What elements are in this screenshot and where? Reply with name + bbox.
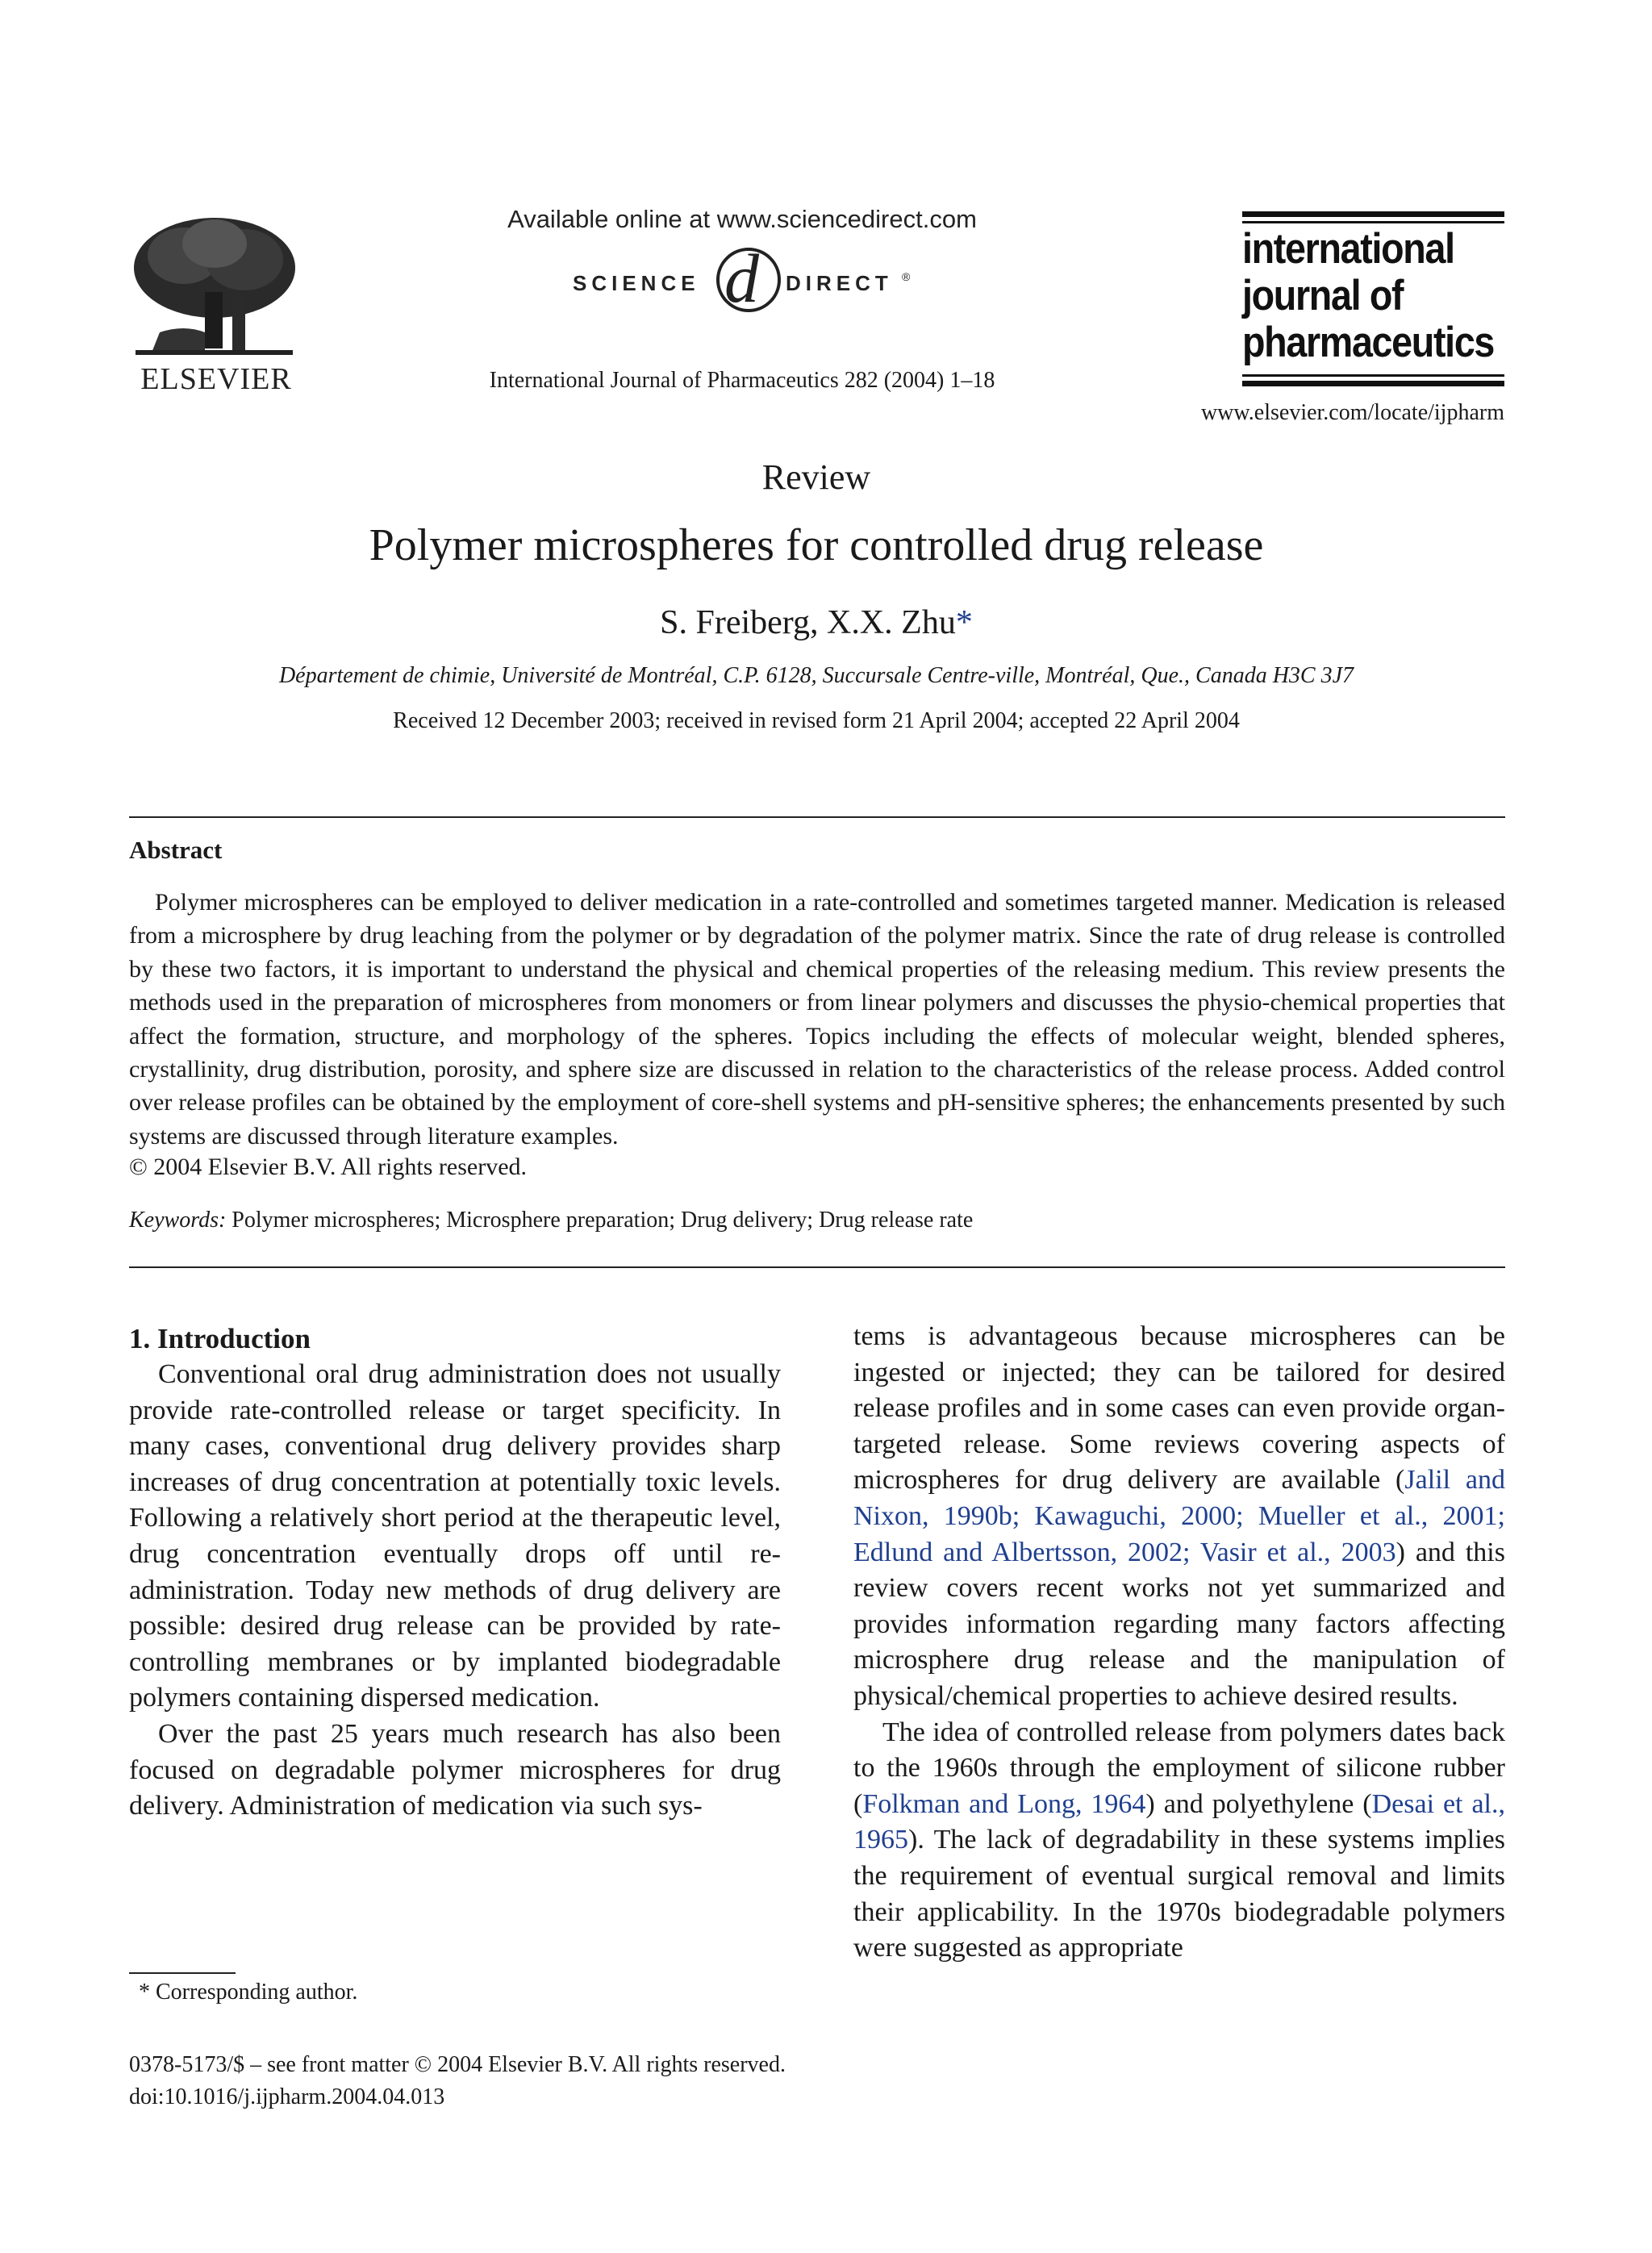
journal-logo-line: journal of bbox=[1242, 272, 1404, 319]
keywords bbox=[129, 1208, 973, 1233]
front-matter bbox=[129, 2049, 786, 2113]
journal-logo bbox=[1242, 225, 1495, 366]
keywords-list: Polymer microspheres; Microsphere preparation; Drug delivery; Drug release rate bbox=[232, 1208, 974, 1233]
doi-line[interactable]: doi:10.1016/j.ijpharm.2004.04.013 bbox=[129, 2084, 445, 2109]
author-names: S. Freiberg, X.X. Zhu bbox=[660, 604, 956, 641]
footnote-rule bbox=[129, 1972, 236, 1974]
abstract-top-rule bbox=[129, 816, 1505, 818]
journal-url[interactable]: www.elsevier.com/locate/ijpharm bbox=[1200, 400, 1504, 425]
issn-line: 0378-5173/$ – see front matter © 2004 Elsevier B.V. All rights reserved. bbox=[129, 2052, 786, 2077]
abstract-copyright: © 2004 Elsevier B.V. All rights reserved. bbox=[129, 1154, 528, 1180]
sciencedirect-left-text: SCIENCE bbox=[573, 271, 700, 295]
journal-logo-rule bbox=[1242, 381, 1504, 386]
intro-paragraph bbox=[853, 1319, 1505, 1715]
left-column bbox=[129, 1357, 781, 1825]
journal-logo-rule bbox=[1242, 221, 1504, 223]
abstract-body: Polymer microspheres can be employed to deliver medication in a rate-controlled and sometimes targeted manner. Medication is released from a microsphere by drug leaching from the polymer or by degradation of the polymer matrix. Since the rate of drug release is controlled by these two factors, it is important to understand the physical and chemical properties of the releasing medium. This review presents the methods used in the preparation of microspheres from monomers or from linear polymers and discusses the physio-chemical properties that affect the formation, structure, and morphology of the spheres. Topics including the effects of molecular weight, blended spheres, crystallinity, drug distribution, porosity, and sphere size are discussed in relation to the characteristics of the release process. Added control over release profiles can be obtained by the employment of core-shell systems and pH-sensitive spheres; the enhancements presented by such systems are discussed through literature examples. bbox=[129, 889, 1505, 1149]
authors bbox=[0, 603, 1633, 642]
abstract-bottom-rule bbox=[129, 1266, 1505, 1268]
intro-paragraph: Over the past 25 years much research has also been focused on degradable polymer microspheres for drug delivery. Administration of medication via such sys- bbox=[129, 1718, 781, 1821]
paragraph-text: ). The lack of degradability in these systems implies the requirement of eventual surgical removal and limits their applicability. In the 1970s biodegradable polymers were suggested as appropriate bbox=[853, 1825, 1505, 1963]
intro-paragraph bbox=[853, 1715, 1505, 1967]
sciencedirect-right-text: DIRECT bbox=[786, 271, 893, 295]
journal-logo-line: international bbox=[1242, 225, 1454, 273]
corresponding-author-mark[interactable]: * bbox=[955, 604, 973, 641]
paragraph-text: ) and this review covers recent works not yet summarized and provides information regarding many factors affecting microsphere drug release and the manipulation of physical/chemical properties to achieve desired results. bbox=[853, 1537, 1505, 1711]
footnote: * Corresponding author. bbox=[139, 1980, 358, 2005]
citation-link[interactable]: Folkman and Long, 1964 bbox=[862, 1788, 1146, 1819]
publisher-logo-text: ELSEVIER bbox=[140, 362, 292, 396]
available-online-text: Available online at www.sciencedirect.com bbox=[507, 205, 977, 233]
journal-logo-line: pharmaceutics bbox=[1242, 319, 1495, 366]
section-heading-introduction: 1. Introduction bbox=[129, 1323, 311, 1354]
sciencedirect-logo bbox=[573, 244, 920, 316]
paragraph-text: ) and polyethylene ( bbox=[1145, 1788, 1372, 1819]
citation-link[interactable]: Jalil and Nixon, 1990b; Kawaguchi, 2000; Mueller et al., 2001; Edlund and Albertsson, 2002; Vasir et al., 2003 bbox=[853, 1465, 1505, 1567]
intro-paragraph: Conventional oral drug administration does not usually provide rate-controlled release or target specificity. In many cases, conventional drug delivery provides sharp increases of drug concentration at potentially toxic levels. Following a relatively short period at the therapeutic level, drug concentration eventually drops off until re-administration. Today new methods of drug delivery are possible: desired drug release can be provided by rate-controlling membranes or by implanted biodegradable polymers containing dispersed medication. bbox=[129, 1359, 781, 1713]
registered-mark: ® bbox=[902, 270, 911, 283]
right-column bbox=[853, 1319, 1505, 1967]
journal-logo-rule bbox=[1242, 211, 1504, 217]
received-dates: Received 12 December 2003; received in revised form 21 April 2004; accepted 22 April 2004 bbox=[393, 708, 1240, 733]
paragraph-text: tems is advantageous because microspheres can be ingested or injected; they can be tailored for desired release profiles and in some cases can even provide organ-targeted release. Some reviews covering aspects of microspheres for drug delivery are available ( bbox=[853, 1321, 1505, 1496]
article-type: Review bbox=[761, 457, 871, 497]
citation-link[interactable]: Desai et al., 1965 bbox=[853, 1788, 1505, 1855]
keywords-label: Keywords: bbox=[129, 1208, 227, 1233]
svg-text:d: d bbox=[724, 244, 759, 316]
journal-logo-rule bbox=[1242, 374, 1504, 377]
paragraph-text: The idea of controlled release from polymers dates back to the 1960s through the employment of silicone rubber ( bbox=[853, 1717, 1505, 1819]
abstract-heading: Abstract bbox=[129, 836, 223, 864]
journal-citation: International Journal of Pharmaceutics 282 (2004) 1–18 bbox=[489, 368, 995, 393]
affiliation: Département de chimie, Université de Montréal, C.P. 6128, Succursale Centre-ville, Montréal, Que., Canada H3C 3J7 bbox=[278, 663, 1354, 688]
paper-title: Polymer microspheres for controlled drug release bbox=[369, 520, 1264, 570]
